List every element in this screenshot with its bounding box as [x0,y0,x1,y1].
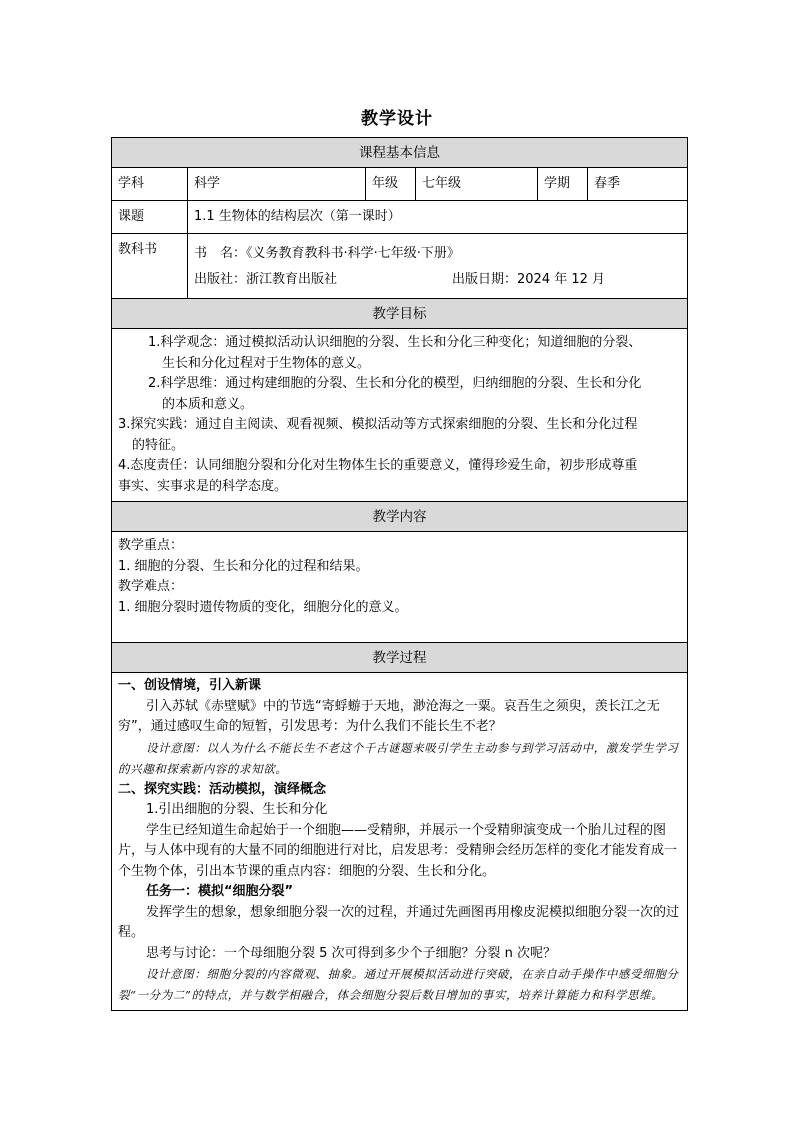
textbook-label: 教科书 [112,234,188,299]
content-header: 教学内容 [112,502,688,532]
basic-info-header-row [112,138,688,168]
publisher-line [194,267,681,293]
objective-2 [118,374,681,415]
task-1-question: 思考与讨论：一个母细胞分裂 5 次可得到多少个子细胞？分裂 n 次呢？ [146,945,557,961]
key-point-1: 1. 细胞的分裂、生长和分化的过程和结果。 [118,558,369,574]
objective-2-line1: 2.科学思维：通过构建细胞的分裂、生长和分化的模型，归纳细胞的分裂、生长和分化 [148,376,642,391]
lesson-plan-table [111,137,688,1011]
subject-value: 科学 [188,168,366,201]
section-1-design-note: 设计意图：以人为什么不能长生不老这个千古谜题来吸引学生主动参与到学习活动中，激发学生学习的兴趣和探索新内容的求知欲。 [118,740,679,776]
term-value: 春季 [588,168,688,201]
subject-label: 学科 [112,168,188,201]
topic-value: 1.1 生物体的结构层次（第一课时） [188,201,688,234]
subject-row [112,168,688,201]
objective-3-line1: 3.探究实践：通过自主阅读、观看视频、模拟活动等方式探索细胞的分裂、生长和分化过程 [118,417,638,432]
section-1-text: 引入苏轼《赤壁赋》中的节选“寄蜉蝣于天地，渺沧海之一粟。哀吾生之须臾，羡长江之无穷”，通过感叹生命的短暂，引发思考：为什么我们不能长生不老？ [118,698,660,734]
objective-4-line2: 事实、实事求是的科学态度。 [118,478,288,494]
objective-3-line2: 的特征。 [132,437,185,453]
basic-info-header: 课程基本信息 [112,138,688,168]
objective-1 [118,333,681,374]
objective-4-line1: 4.态度责任：认同细胞分裂和分化对生物体生长的重要意义，懂得珍爱生命，初步形成尊重 [118,458,638,473]
objective-4 [118,456,681,497]
textbook-row [112,234,688,299]
objective-3 [118,415,681,456]
key-points-label: 教学重点： [118,538,184,553]
difficulty-1: 1. 细胞分裂时遗传物质的变化，细胞分化的意义。 [118,599,408,615]
term-label: 学期 [538,168,588,201]
objectives-row [112,329,688,502]
grade-label: 年级 [366,168,416,201]
difficulties-label: 教学难点： [118,579,184,594]
task-1-design-note: 设计意图：细胞分裂的内容微观、抽象。通过开展模拟活动进行突破，在亲自动手操作中感受细胞分裂“一分为二”的特点，并与数学相融合，体会细胞分裂后数目增加的事实，培养计算能力和科学思维。 [118,967,679,1002]
section-2-text: 学生已经知道生命起始于一个细胞——受精卵，并展示一个受精卵演变成一个胎儿过程的图片，与人体中现有的大量不同的细胞进行对比，启发思考：受精卵会经历怎样的变化才能发育成一个生物个体，引出本节课的重点内容：细胞的分裂、生长和分化。 [118,822,678,879]
objectives-header: 教学目标 [112,299,688,329]
objective-2-line2: 的本质和意义。 [162,396,254,412]
content-header-row [112,502,688,532]
content-row [112,532,688,643]
textbook-info [188,234,688,299]
content-body [112,532,688,643]
objectives-body [112,329,688,502]
textbook-name: 书 名：《义务教育教科书·科学·七年级·下册》 [194,245,460,261]
section-1-title: 一、创设情境，引入新课 [118,678,262,693]
grade-value: 七年级 [416,168,538,201]
objective-1-line2: 生长和分化过程对于生物体的意义。 [162,355,371,371]
task-1-title: 任务一：模拟“细胞分裂” [146,884,294,899]
section-2-subtitle: 1.引出细胞的分裂、生长和分化 [146,802,328,817]
process-body [112,673,688,1011]
section-2-title: 二、探究实践：活动模拟，演绎概念 [118,781,327,797]
page-title: 教学设计 [361,109,433,129]
objective-1-line1: 1.科学观念：通过模拟活动认识细胞的分裂、生长和分化三种变化；知道细胞的分裂、 [148,335,642,350]
process-header-row [112,643,688,673]
task-1-text: 发挥学生的想象，想象细胞分裂一次的过程，并通过先画图再用橡皮泥模拟细胞分裂一次的过程。 [118,904,680,940]
topic-row [112,201,688,234]
process-row [112,673,688,1011]
publisher: 出版社：浙江教育出版社 [194,271,338,287]
objectives-header-row [112,299,688,329]
topic-label: 课题 [112,201,188,234]
process-header: 教学过程 [112,643,688,673]
publication-date: 出版日期：2024 年 12 月 [452,271,606,287]
